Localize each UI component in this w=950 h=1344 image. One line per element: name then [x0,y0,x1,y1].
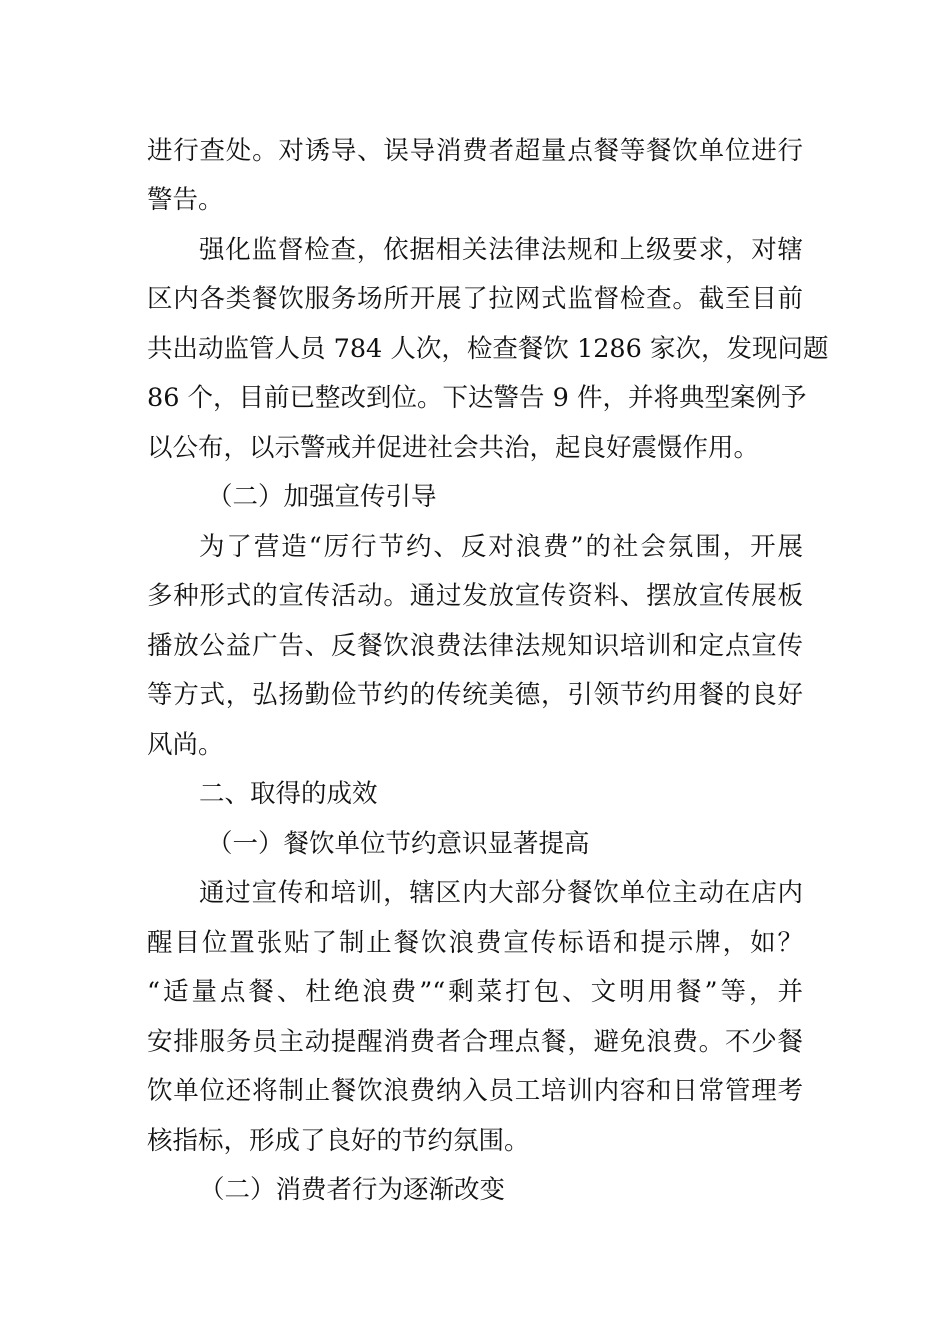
paragraph-line: 为了营造“厉行节约、反对浪费”的社会氛围，开展 [199,532,803,562]
paragraph-line: 通过宣传和培训，辖区内大部分餐饮单位主动在店内 [199,878,803,908]
paragraph-line: 核指标，形成了良好的节约氛围。 [147,1126,530,1156]
paragraph-line: 安排服务员主动提醒消费者合理点餐，避免浪费。不少餐 [147,1027,803,1057]
paragraph-line: 强化监督检查，依据相关法律法规和上级要求，对辖 [199,235,803,265]
paragraph-line: 风尚。 [147,730,224,760]
paragraph-line: 等方式，弘扬勤俭节约的传统美德，引领节约用餐的良好 [147,680,803,710]
paragraph-line: 多种形式的宣传活动。通过发放宣传资料、摆放宣传展板 [147,581,803,611]
paragraph-line: 进行查处。对诱导、误导消费者超量点餐等餐饮单位进行 [147,136,803,166]
paragraph-line: 醒目位置张贴了制止餐饮浪费宣传标语和提示牌，如？ [147,928,803,958]
paragraph-line: 共出动监管人员 784 人次，检查餐饮 1286 家次，发现问题 [147,334,829,364]
paragraph-line: 区内各类餐饮服务场所开展了拉网式监督检查。截至目前 [147,284,803,314]
paragraph-line: “适量点餐、杜绝浪费”“剩菜打包、文明用餐”等，并 [147,977,803,1007]
paragraph-line: 以公布，以示警戒并促进社会共治，起良好震慑作用。 [147,433,760,463]
section-heading: （一）餐饮单位节约意识显著提高 [207,829,590,859]
section-heading: （二）消费者行为逐渐改变 [199,1175,506,1205]
chapter-heading: 二、取得的成效 [199,779,378,809]
paragraph-line: 86 个，目前已整改到位。下达警告 9 件，并将典型案例予 [147,383,807,413]
paragraph-line: 饮单位还将制止餐饮浪费纳入员工培训内容和日常管理考 [147,1076,803,1106]
paragraph-line: 警告。 [147,185,224,215]
paragraph-line: 播放公益广告、反餐饮浪费法律法规知识培训和定点宣传 [147,631,803,661]
section-heading: （二）加强宣传引导 [207,482,437,512]
